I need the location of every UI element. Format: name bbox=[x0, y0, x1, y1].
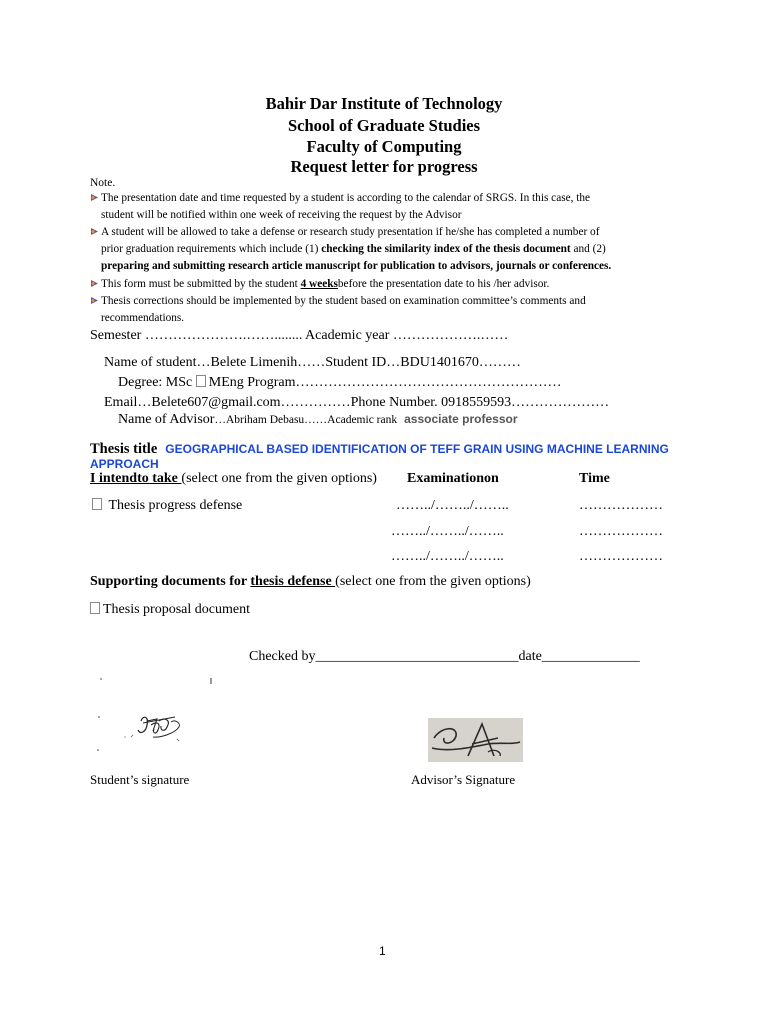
option-progress-defense[interactable]: Thesis progress defense bbox=[92, 498, 242, 514]
institute-heading: Bahir Dar Institute of Technology bbox=[265, 94, 503, 113]
student-signature-label: Student’s signature bbox=[90, 772, 190, 787]
degree-line: Degree: MSc MEng Program………………………………………………… bbox=[118, 375, 562, 390]
exam-date-2[interactable]: ……../……../…….. bbox=[391, 524, 504, 539]
bullet-icon bbox=[90, 296, 99, 305]
page-number: 1 bbox=[379, 944, 386, 958]
checked-by-line: Checked by_____________________________date______________ bbox=[249, 649, 640, 664]
intend-row: I intendto take (select one from the given options) bbox=[90, 471, 377, 486]
faculty-heading: Faculty of Computing bbox=[306, 137, 462, 156]
note-item-2: A student will be allowed to take a defense or research study presentation if he/she has completed a number of prior graduation requirements which include (1) checking the similarity index of the thesis document and (2) preparing and submitting research article manuscript for publication to advisors, journals or conferences. bbox=[90, 224, 672, 275]
exam-time-2[interactable]: ……………… bbox=[579, 524, 663, 539]
thesis-title-line2: APPROACH bbox=[90, 457, 159, 471]
thesis-title-row bbox=[90, 440, 669, 458]
thesis-title-line1: GEOGRAPHICAL BASED IDENTIFICATION OF TEFF GRAIN USING MACHINE LEARNING bbox=[165, 442, 669, 456]
email-line: Email…Belete607@gmail.com……………Phone Number. 0918559593………………… bbox=[104, 395, 610, 410]
option-proposal-document[interactable]: Thesis proposal document bbox=[90, 602, 250, 618]
exam-date-3[interactable]: ……../……../…….. bbox=[391, 549, 504, 564]
exam-column-header: Examinationon bbox=[407, 471, 499, 486]
form-title: Request letter for progress bbox=[290, 157, 478, 176]
time-column-header: Time bbox=[579, 471, 610, 486]
checkbox-icon[interactable] bbox=[90, 602, 100, 614]
bullet-icon bbox=[90, 193, 99, 202]
advisor-line: Name of Advisor…Abriham Debasu……Academic rank associate professor bbox=[118, 412, 518, 427]
bullet-icon bbox=[90, 279, 99, 288]
advisor-signature-image bbox=[428, 718, 523, 762]
note-label: Note. bbox=[90, 177, 116, 189]
thesis-title-label: Thesis title bbox=[90, 441, 158, 457]
exam-time-1[interactable]: ……………… bbox=[579, 498, 663, 513]
exam-time-3[interactable]: ……………… bbox=[579, 549, 663, 564]
supporting-docs-heading: Supporting documents for thesis defense (select one from the given options) bbox=[90, 574, 531, 589]
school-heading: School of Graduate Studies bbox=[287, 116, 481, 135]
semester-line: Semester ………………….……........ Academic year ……………….…… bbox=[90, 328, 509, 343]
note-item-4: Thesis corrections should be implemented by the student based on examination committee’s comments and recommendations. bbox=[90, 293, 672, 327]
advisor-signature-label: Advisor’s Signature bbox=[411, 772, 516, 787]
bullet-icon bbox=[90, 227, 99, 236]
student-signature-image bbox=[95, 675, 220, 757]
note-item-3: This form must be submitted by the student 4 weeksbefore the presentation date to his /her advisor. bbox=[90, 276, 672, 293]
exam-date-1[interactable]: ……../……../…….. bbox=[396, 498, 509, 513]
note-item-1: The presentation date and time requested by a student is according to the calendar of SRGS. In this case, the student will be notified within one week of receiving the request by the Advisor bbox=[90, 190, 672, 224]
checkbox-icon bbox=[196, 375, 206, 387]
student-name-line: Name of student…Belete Limenih……Student ID…BDU1401670……… bbox=[104, 355, 521, 370]
checkbox-icon[interactable] bbox=[92, 498, 102, 510]
